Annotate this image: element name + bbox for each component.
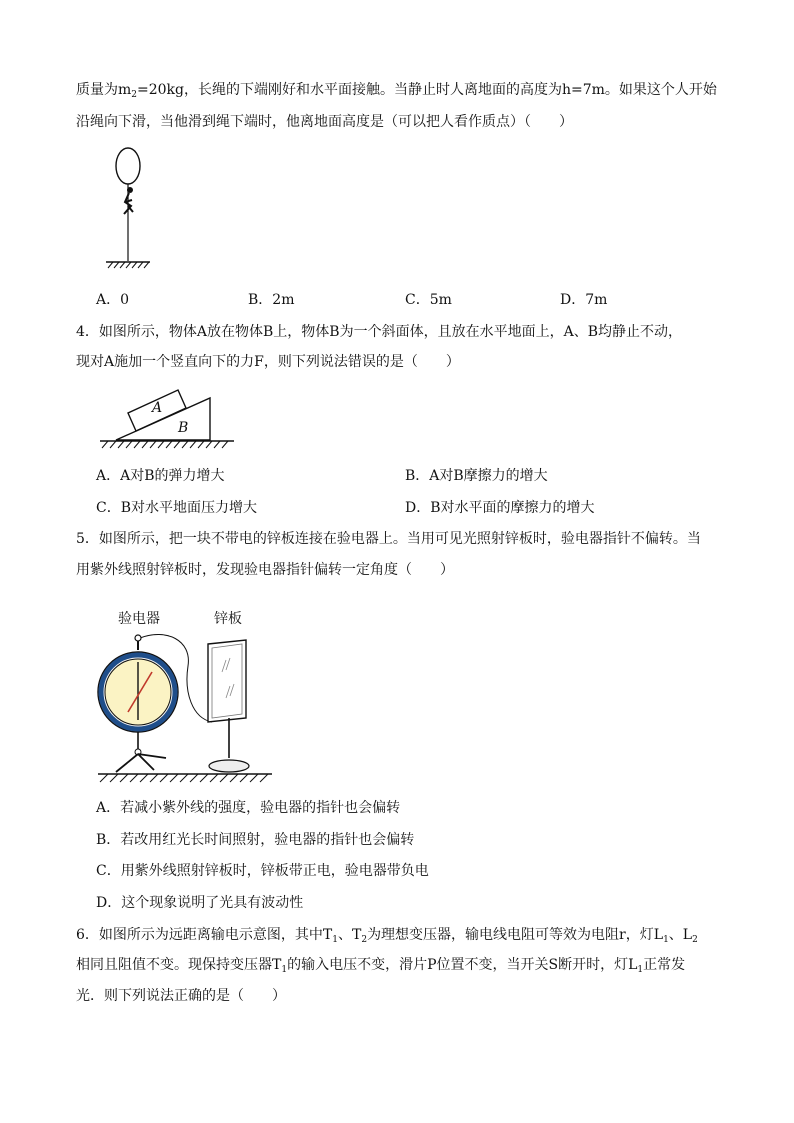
q6-stem-line-1: 6．如图所示为远距离输电示意图，其中$T_1$、$T_2$为理想变压器，输电线电阻可等效为电阻r，灯$L_1$、$L_2$ bbox=[76, 927, 698, 945]
q5-option-d[interactable]: D．这个现象说明了光具有波动性 bbox=[96, 895, 304, 911]
q3-option-d[interactable]: D．7m bbox=[560, 292, 608, 308]
q5-stem-line-1: 5．如图所示，把一块不带电的锌板连接在验电器上。当用可见光照射锌板时，验电器指针不偏转。当 bbox=[76, 531, 701, 547]
q4-label-a: A bbox=[152, 400, 163, 416]
q5-option-a[interactable]: A．若减小紫外线的强度，验电器的指针也会偏转 bbox=[96, 800, 401, 816]
q4-option-d[interactable]: D．B对水平面的摩擦力的增大 bbox=[405, 500, 595, 516]
q5-option-b[interactable]: B．若改用红光长时间照射，验电器的指针也会偏转 bbox=[96, 832, 415, 848]
q4-stem-line-2: 现对A施加一个竖直向下的力F，则下列说法错误的是（ ） bbox=[76, 354, 460, 370]
q5-label-zinc-plate: 锌板 bbox=[214, 611, 242, 627]
q5-option-c[interactable]: C．用紫外线照射锌板时，锌板带正电，验电器带负电 bbox=[96, 863, 429, 879]
q5-stem-line-2: 用紫外线照射锌板时，发现验电器指针偏转一定角度（ ） bbox=[76, 562, 454, 578]
q3-option-b[interactable]: B．2m bbox=[248, 292, 295, 308]
q4-option-c[interactable]: C．B对水平地面压力增大 bbox=[96, 500, 257, 516]
q4-label-b: B bbox=[178, 420, 189, 436]
q3-stem-line-2: 沿绳向下滑，当他滑到绳下端时，他离地面高度是（可以把人看作质点）（ ） bbox=[76, 114, 573, 130]
q5-label-electroscope: 验电器 bbox=[118, 611, 160, 627]
q5-electroscope-figure bbox=[96, 606, 276, 788]
q3-rope-figure bbox=[100, 146, 156, 270]
q4-option-a[interactable]: A．A对B的弹力增大 bbox=[96, 468, 225, 484]
q4-incline-figure bbox=[98, 376, 238, 452]
q3-stem-line-1: 质量为$m_2=20kg$，长绳的下端刚好和水平面接触。当静止时人离地面的高度为h=7m。如果这个人开始 bbox=[76, 82, 717, 100]
q6-stem-line-3: 光．则下列说法正确的是（ ） bbox=[76, 988, 286, 1004]
q4-option-b[interactable]: B．A对B摩擦力的增大 bbox=[405, 468, 548, 484]
q3-option-a[interactable]: A．0 bbox=[96, 292, 130, 308]
q4-stem-line-1: 4．如图所示，物体A放在物体B上，物体B为一个斜面体，且放在水平地面上，A、B均静止不动， bbox=[76, 324, 682, 340]
q3-option-c[interactable]: C．5m bbox=[405, 292, 452, 308]
q6-stem-line-2: 相同且阻值不变。现保持变压器$T_1$的输入电压不变，滑片P位置不变，当开关S断开时，灯$L_1$正常发 bbox=[76, 957, 686, 975]
